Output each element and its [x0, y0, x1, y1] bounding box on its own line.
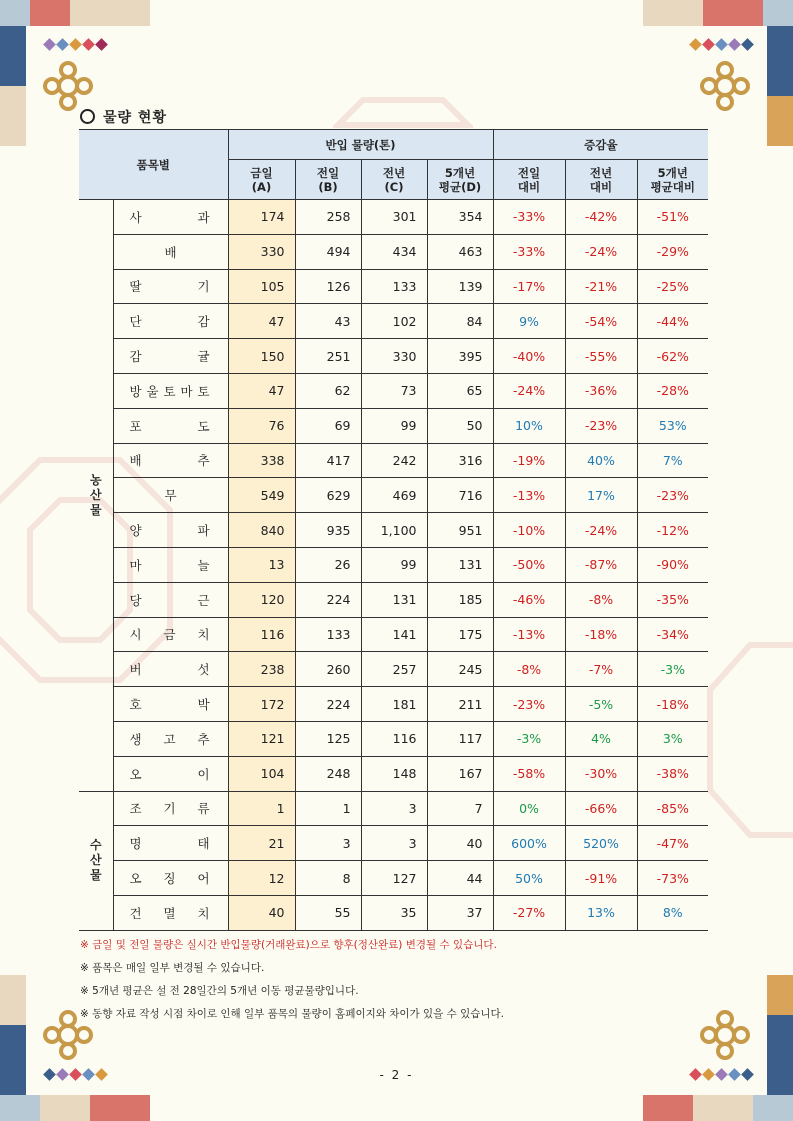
column-header-line: 평균(D)	[438, 179, 482, 194]
volume-cell-b: 251	[295, 339, 361, 374]
change-cell-r3: -23%	[637, 478, 708, 513]
volume-cell-d: 245	[427, 652, 493, 687]
note-line: ※ 동향 자료 작성 시점 차이로 인해 일부 품목의 물량이 홈페이지와 차이가 있을 수 있습니다.	[80, 1008, 505, 1020]
volume-cell-c: 116	[361, 721, 427, 756]
column-header-line: 5개년	[657, 165, 688, 180]
change-cell-r2: 17%	[565, 478, 637, 513]
change-cell-r1: -17%	[493, 269, 565, 304]
item-name: 오 징 어	[113, 861, 228, 896]
volume-cell-d: 50	[427, 408, 493, 443]
change-cell-r3: -35%	[637, 582, 708, 617]
category-label: 수 산 물	[79, 791, 113, 930]
volume-cell-c: 148	[361, 756, 427, 791]
volume-cell-a: 1	[228, 791, 295, 826]
item-name: 포 도	[113, 408, 228, 443]
change-cell-r2: -66%	[565, 791, 637, 826]
change-cell-r1: -33%	[493, 234, 565, 269]
volume-cell-a: 105	[228, 269, 295, 304]
volume-cell-a: 40	[228, 895, 295, 930]
change-cell-r1: -33%	[493, 200, 565, 235]
change-cell-r3: 7%	[637, 443, 708, 478]
volume-cell-b: 62	[295, 373, 361, 408]
volume-cell-d: 211	[427, 687, 493, 722]
change-cell-r3: -85%	[637, 791, 708, 826]
volume-cell-c: 301	[361, 200, 427, 235]
column-header	[637, 160, 708, 200]
item-name: 감 귤	[113, 339, 228, 374]
item-name: 생 고 추	[113, 721, 228, 756]
change-cell-r3: -18%	[637, 687, 708, 722]
change-cell-r1: -40%	[493, 339, 565, 374]
table-row	[79, 861, 708, 896]
volume-cell-a: 12	[228, 861, 295, 896]
volume-cell-a: 120	[228, 582, 295, 617]
table-row	[79, 234, 708, 269]
volume-cell-a: 840	[228, 513, 295, 548]
item-name: 방 울 토 마 토	[113, 373, 228, 408]
column-header	[361, 160, 427, 200]
volume-cell-c: 257	[361, 652, 427, 687]
item-name: 당 근	[113, 582, 228, 617]
change-cell-r2: -24%	[565, 234, 637, 269]
change-cell-r1: 50%	[493, 861, 565, 896]
change-cell-r1: -13%	[493, 617, 565, 652]
column-header-line: 금일	[250, 165, 273, 180]
volume-cell-b: 26	[295, 547, 361, 582]
volume-cell-d: 716	[427, 478, 493, 513]
page-number: - 2 -	[379, 1068, 414, 1082]
change-cell-r2: -54%	[565, 304, 637, 339]
column-header-line: 평균대비	[650, 179, 695, 194]
volume-cell-d: 395	[427, 339, 493, 374]
ornament-icon	[695, 56, 755, 116]
item-name: 배 추	[113, 443, 228, 478]
volume-cell-d: 463	[427, 234, 493, 269]
volume-cell-b: 3	[295, 826, 361, 861]
table-row	[79, 478, 708, 513]
volume-cell-d: 131	[427, 547, 493, 582]
change-cell-r1: 9%	[493, 304, 565, 339]
column-header-line: (B)	[318, 179, 338, 194]
volume-cell-b: 224	[295, 687, 361, 722]
change-cell-r3: -73%	[637, 861, 708, 896]
volume-cell-d: 37	[427, 895, 493, 930]
item-name: 무	[113, 478, 228, 513]
volume-cell-b: 69	[295, 408, 361, 443]
volume-cell-a: 47	[228, 373, 295, 408]
change-cell-r1: 10%	[493, 408, 565, 443]
volume-cell-a: 150	[228, 339, 295, 374]
volume-cell-c: 242	[361, 443, 427, 478]
change-cell-r2: 13%	[565, 895, 637, 930]
change-cell-r2: -18%	[565, 617, 637, 652]
volume-cell-d: 7	[427, 791, 493, 826]
item-header: 품목별	[79, 130, 228, 200]
volume-cell-b: 224	[295, 582, 361, 617]
change-cell-r1: -10%	[493, 513, 565, 548]
top-left-stripe	[0, 0, 150, 26]
volume-cell-c: 141	[361, 617, 427, 652]
change-cell-r2: -5%	[565, 687, 637, 722]
change-cell-r2: -24%	[565, 513, 637, 548]
item-name: 사 과	[113, 200, 228, 235]
bottom-right-band	[643, 1095, 793, 1121]
left-stripe	[0, 26, 26, 146]
change-cell-r2: -30%	[565, 756, 637, 791]
change-cell-r3: 3%	[637, 721, 708, 756]
change-cell-r1: -3%	[493, 721, 565, 756]
column-header-line: 5개년	[444, 165, 476, 180]
change-cell-r2: -36%	[565, 373, 637, 408]
volume-cell-d: 117	[427, 721, 493, 756]
item-name: 딸 기	[113, 269, 228, 304]
section-title	[80, 107, 167, 127]
volume-cell-b: 935	[295, 513, 361, 548]
volume-cell-a: 116	[228, 617, 295, 652]
change-cell-r2: -42%	[565, 200, 637, 235]
volume-cell-b: 258	[295, 200, 361, 235]
item-name: 오 이	[113, 756, 228, 791]
change-cell-r1: -13%	[493, 478, 565, 513]
volume-cell-a: 172	[228, 687, 295, 722]
table-row	[79, 826, 708, 861]
volume-cell-d: 139	[427, 269, 493, 304]
volume-cell-c: 3	[361, 826, 427, 861]
column-header	[295, 160, 361, 200]
top-right-stripe	[643, 0, 793, 26]
volume-cell-c: 127	[361, 861, 427, 896]
volume-group-header: 반입 물량(톤)	[228, 130, 493, 160]
change-cell-r2: -55%	[565, 339, 637, 374]
volume-cell-d: 175	[427, 617, 493, 652]
volume-cell-c: 99	[361, 547, 427, 582]
table-row	[79, 339, 708, 374]
section-title-text: 물량 현황	[103, 110, 167, 126]
volume-cell-d: 316	[427, 443, 493, 478]
change-cell-r3: -44%	[637, 304, 708, 339]
table-row	[79, 513, 708, 548]
change-cell-r2: -8%	[565, 582, 637, 617]
change-cell-r1: 600%	[493, 826, 565, 861]
column-header-line: 대비	[517, 179, 541, 194]
column-header-line: 대비	[589, 179, 613, 194]
table-row	[79, 200, 708, 235]
volume-cell-b: 629	[295, 478, 361, 513]
change-cell-r3: 53%	[637, 408, 708, 443]
volume-cell-a: 121	[228, 721, 295, 756]
change-cell-r2: 40%	[565, 443, 637, 478]
change-cell-r3: -3%	[637, 652, 708, 687]
change-cell-r2: -87%	[565, 547, 637, 582]
volume-cell-a: 76	[228, 408, 295, 443]
change-cell-r3: -28%	[637, 373, 708, 408]
change-cell-r3: -25%	[637, 269, 708, 304]
volume-cell-a: 21	[228, 826, 295, 861]
bottom-left-band	[0, 1095, 150, 1121]
volume-cell-c: 73	[361, 373, 427, 408]
column-header-line: 전년	[382, 165, 406, 180]
volume-cell-b: 126	[295, 269, 361, 304]
volume-cell-b: 8	[295, 861, 361, 896]
volume-cell-d: 185	[427, 582, 493, 617]
lattice-pattern-icon	[700, 630, 793, 850]
top-right-diamonds	[690, 40, 753, 49]
note-line: ※ 품목은 매일 일부 변경될 수 있습니다.	[80, 962, 265, 974]
column-header	[228, 160, 295, 200]
volume-cell-d: 40	[427, 826, 493, 861]
column-header-line: (C)	[384, 179, 404, 194]
category-label: 농 산 물	[79, 200, 113, 792]
table-row	[79, 617, 708, 652]
table-row	[79, 547, 708, 582]
table-row	[79, 443, 708, 478]
volume-cell-a: 549	[228, 478, 295, 513]
change-cell-r1: -27%	[493, 895, 565, 930]
volume-cell-b: 133	[295, 617, 361, 652]
circle-bullet-icon	[80, 109, 95, 124]
change-cell-r1: -24%	[493, 373, 565, 408]
change-cell-r1: -19%	[493, 443, 565, 478]
table-row	[79, 408, 708, 443]
volume-cell-c: 35	[361, 895, 427, 930]
table-row	[79, 373, 708, 408]
change-cell-r3: -34%	[637, 617, 708, 652]
volume-cell-c: 1,100	[361, 513, 427, 548]
change-cell-r2: -23%	[565, 408, 637, 443]
volume-cell-c: 469	[361, 478, 427, 513]
item-name: 배	[113, 234, 228, 269]
volume-cell-c: 131	[361, 582, 427, 617]
volume-cell-c: 99	[361, 408, 427, 443]
volume-table	[79, 129, 708, 931]
volume-cell-b: 43	[295, 304, 361, 339]
volume-cell-d: 167	[427, 756, 493, 791]
volume-cell-d: 44	[427, 861, 493, 896]
change-cell-r2: 4%	[565, 721, 637, 756]
column-header-line: 전일	[316, 165, 340, 180]
column-header	[565, 160, 637, 200]
change-cell-r1: -8%	[493, 652, 565, 687]
change-cell-r3: -29%	[637, 234, 708, 269]
change-cell-r1: -23%	[493, 687, 565, 722]
volume-cell-a: 47	[228, 304, 295, 339]
table-row	[79, 582, 708, 617]
volume-cell-c: 3	[361, 791, 427, 826]
change-cell-r1: -46%	[493, 582, 565, 617]
change-cell-r2: -21%	[565, 269, 637, 304]
change-cell-r3: -62%	[637, 339, 708, 374]
volume-cell-c: 434	[361, 234, 427, 269]
item-name: 호 박	[113, 687, 228, 722]
change-cell-r2: -7%	[565, 652, 637, 687]
column-header	[493, 160, 565, 200]
change-cell-r3: -90%	[637, 547, 708, 582]
volume-cell-c: 181	[361, 687, 427, 722]
change-cell-r2: 520%	[565, 826, 637, 861]
change-cell-r1: -58%	[493, 756, 565, 791]
volume-cell-b: 248	[295, 756, 361, 791]
notes	[80, 934, 504, 1026]
change-cell-r3: -51%	[637, 200, 708, 235]
item-name: 건 멸 치	[113, 895, 228, 930]
table-row	[79, 791, 708, 826]
item-name: 단 감	[113, 304, 228, 339]
item-name: 명 태	[113, 826, 228, 861]
note-line: ※ 금일 및 전일 물량은 실시간 반입물량(거래완료)으로 향후(정산완료) 변경될 수 있습니다.	[80, 939, 497, 951]
table-row	[79, 269, 708, 304]
volume-cell-a: 174	[228, 200, 295, 235]
column-header-line: 전년	[589, 165, 613, 180]
change-cell-r2: -91%	[565, 861, 637, 896]
item-name: 마 늘	[113, 547, 228, 582]
volume-cell-c: 330	[361, 339, 427, 374]
volume-cell-b: 1	[295, 791, 361, 826]
table-row	[79, 756, 708, 791]
volume-cell-d: 65	[427, 373, 493, 408]
volume-cell-a: 330	[228, 234, 295, 269]
volume-cell-b: 417	[295, 443, 361, 478]
table-row	[79, 687, 708, 722]
volume-cell-c: 102	[361, 304, 427, 339]
column-header	[427, 160, 493, 200]
item-name: 시 금 치	[113, 617, 228, 652]
change-cell-r1: -50%	[493, 547, 565, 582]
right-stripe	[767, 26, 793, 146]
change-cell-r3: -47%	[637, 826, 708, 861]
change-cell-r3: -12%	[637, 513, 708, 548]
column-header-line: 전일	[517, 165, 541, 180]
volume-cell-b: 260	[295, 652, 361, 687]
note-line: ※ 5개년 평균은 설 전 28일간의 5개년 이동 평균물량입니다.	[80, 985, 359, 997]
change-cell-r3: 8%	[637, 895, 708, 930]
item-name: 버 섯	[113, 652, 228, 687]
volume-cell-b: 55	[295, 895, 361, 930]
volume-cell-b: 125	[295, 721, 361, 756]
volume-cell-a: 238	[228, 652, 295, 687]
top-left-diamonds	[44, 40, 107, 49]
item-name: 양 파	[113, 513, 228, 548]
volume-cell-c: 133	[361, 269, 427, 304]
table-row	[79, 304, 708, 339]
volume-cell-a: 13	[228, 547, 295, 582]
volume-cell-d: 84	[427, 304, 493, 339]
ornament-icon	[695, 1005, 755, 1065]
volume-cell-d: 951	[427, 513, 493, 548]
volume-cell-d: 354	[427, 200, 493, 235]
change-cell-r3: -38%	[637, 756, 708, 791]
table-row	[79, 652, 708, 687]
change-cell-r1: 0%	[493, 791, 565, 826]
column-header-line: (A)	[251, 179, 272, 194]
volume-cell-a: 338	[228, 443, 295, 478]
volume-cell-b: 494	[295, 234, 361, 269]
table-row	[79, 721, 708, 756]
volume-cell-a: 104	[228, 756, 295, 791]
change-group-header: 증감율	[493, 130, 708, 160]
item-name: 조 기 류	[113, 791, 228, 826]
table-row	[79, 895, 708, 930]
